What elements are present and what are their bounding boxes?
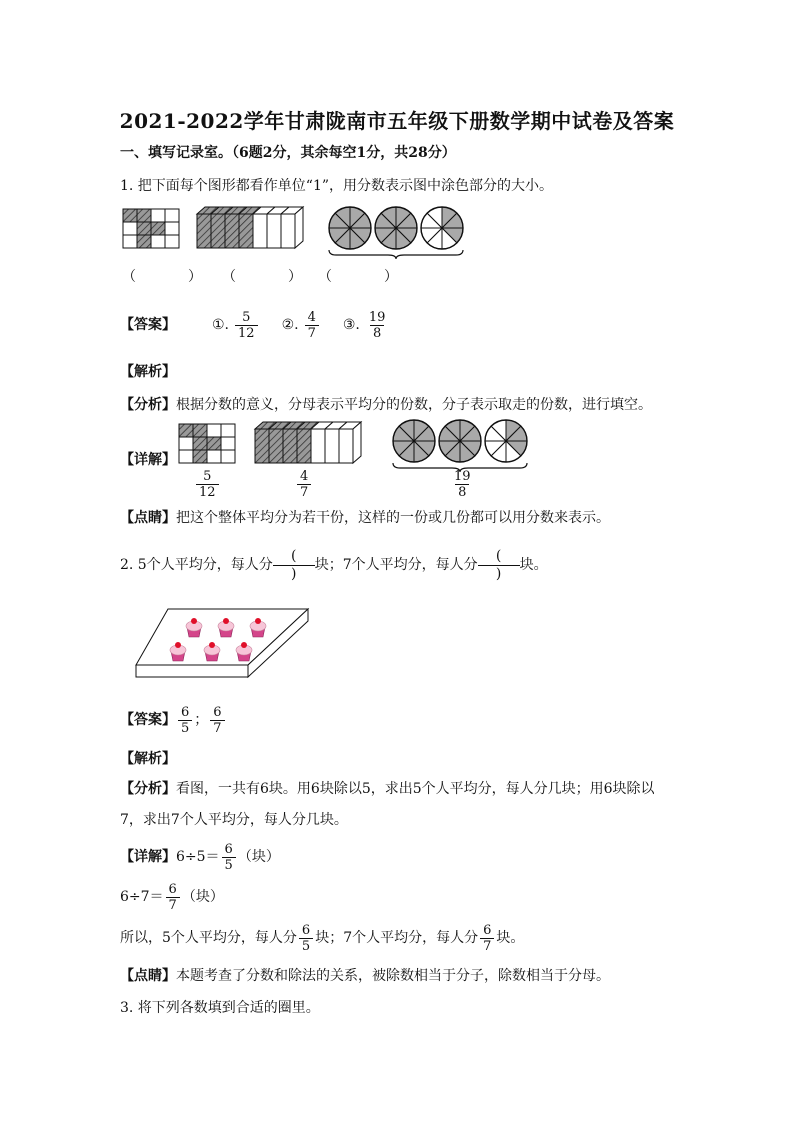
- grid-cell: [207, 450, 221, 463]
- grid-cell: [137, 235, 151, 248]
- grid-cell: [137, 222, 151, 235]
- q2-answer-fraction-1: $\frac{6}{5}$: [178, 705, 192, 736]
- prism-slab: [211, 214, 225, 248]
- grid-cell: [179, 424, 193, 437]
- grid-cell: [165, 222, 179, 235]
- prism-slab: [239, 214, 253, 248]
- q2-answer-fraction-2: $\frac{6}{7}$: [210, 705, 224, 736]
- prism-slab: [281, 214, 295, 248]
- prism-slab: [267, 214, 281, 248]
- grid-cell: [179, 450, 193, 463]
- prism-slab: [225, 214, 239, 248]
- q2-conclusion: 所以，5个人平均分，每人分 $\frac{6}{5}$ 块；7个人平均分，每人分 $\frac{6}{7}$ 块。: [120, 922, 525, 954]
- grid-cell: [151, 209, 165, 222]
- prism-slab: [269, 429, 283, 463]
- q2-blank-fraction-2: ( ): [478, 548, 520, 583]
- answer-marker-2: ②.: [281, 317, 299, 333]
- grid-cell: [207, 437, 221, 450]
- q2-answer: 【答案】 $\frac{6}{5}$ ； $\frac{6}{7}$: [120, 700, 227, 740]
- grid-cell: [193, 450, 207, 463]
- q1-detail-fraction-1: $\frac{5}{12}$: [194, 469, 221, 500]
- q1-comment: 【点睛】把这个整体平均分为若干份，这样的一份或几份都可以用分数来表示。: [120, 510, 610, 526]
- q1-detail-label: 【详解】: [120, 452, 176, 468]
- q2-comment: 【点睛】本题考查了分数和除法的关系，被除数相当于分子，除数相当于分母。: [120, 968, 610, 984]
- grid-cell: [193, 424, 207, 437]
- q1-answer: [120, 306, 390, 344]
- grid-cell: [207, 424, 221, 437]
- grid-cell: [151, 235, 165, 248]
- grid-cell: [221, 437, 235, 450]
- grid-cell: [123, 222, 137, 235]
- q2-detail-eq1: 【详解】 6÷5＝ $\frac{6}{5}$ （块）: [120, 841, 280, 873]
- grid-cell: [151, 222, 165, 235]
- prism-slab: [283, 429, 297, 463]
- prism-slab: [339, 429, 353, 463]
- q2-detail-eq2: 6÷7＝ $\frac{6}{7}$ （块）: [120, 881, 224, 913]
- q2-fenxi-line1: 【分析】看图，一共有6块。用6块除以5，求出5个人平均分，每人分几块；用6块除以: [120, 781, 655, 797]
- grid-cell: [123, 209, 137, 222]
- q1-stem: 1. 把下面每个图形都看作单位“1”，用分数表示图中涂色部分的大小。: [120, 178, 554, 194]
- q1-fenxi: 【分析】根据分数的意义，分母表示平均分的份数，分子表示取走的份数，进行填空。: [120, 397, 652, 413]
- q1-detail-prism: [254, 421, 366, 465]
- answer-marker-3: ③.: [342, 317, 360, 333]
- answer-label: 【答案】: [120, 317, 176, 333]
- q1-figure-circles: [326, 206, 466, 258]
- prism-slab: [253, 214, 267, 248]
- q1-blank-1-close: ）: [188, 269, 202, 285]
- q2-fenxi-line2: 7，求出7个人平均分，每人分几块。: [120, 812, 348, 828]
- q1-blank-3-close: ）: [384, 269, 398, 285]
- q1-detail-circles: [390, 419, 530, 471]
- prism-slab: [197, 214, 211, 248]
- answer-fraction-3: $\frac{19}{8}$: [368, 309, 386, 341]
- q2-cupcake-tray: [134, 603, 310, 683]
- grid-cell: [193, 437, 207, 450]
- grid-cell: [179, 437, 193, 450]
- grid-cell: [123, 235, 137, 248]
- prism-slab: [297, 429, 311, 463]
- q1-figure-prism: [196, 206, 308, 250]
- q2-stem: 2. 5个人平均分，每人分 ( ) 块；7个人平均分，每人分 ( ) 块。: [120, 547, 548, 582]
- q1-detail-grid: [178, 423, 238, 463]
- prism-slab: [311, 429, 325, 463]
- prism-side: [353, 422, 361, 463]
- q1-analysis-label: 【解析】: [120, 364, 176, 380]
- q1-detail-fraction-3: $\frac{19}{8}$: [454, 469, 471, 500]
- q1-blank-2-close: ）: [288, 269, 302, 285]
- q1-blank-2-open: （: [222, 269, 236, 285]
- q1-blank-1-open: （: [122, 269, 136, 285]
- q1-figure-grid: [122, 208, 182, 248]
- answer-marker-1: ①.: [212, 317, 230, 333]
- section-heading: 一、填写记录室。（6题2分，其余每空1分，共28分）: [120, 145, 456, 161]
- grid-cell: [165, 209, 179, 222]
- q3-stem: 3. 将下列各数填到合适的圈里。: [120, 1000, 320, 1016]
- brace: [329, 250, 463, 259]
- grid-cell: [165, 235, 179, 248]
- answer-fraction-1: $\frac{5}{12}$: [235, 310, 258, 341]
- grid-cell: [221, 424, 235, 437]
- prism-side: [295, 207, 303, 248]
- grid-cell: [221, 450, 235, 463]
- answer-fraction-2: $\frac{4}{7}$: [305, 310, 319, 341]
- q1-blank-3-open: （: [318, 269, 332, 285]
- page-title: 2021-2022学年甘肃陇南市五年级下册数学期中试卷及答案: [119, 109, 675, 133]
- prism-slab: [255, 429, 269, 463]
- grid-cell: [137, 209, 151, 222]
- prism-slab: [325, 429, 339, 463]
- q2-analysis-label: 【解析】: [120, 751, 176, 767]
- q1-detail-fraction-2: $\frac{4}{7}$: [295, 469, 313, 500]
- q2-blank-fraction-1: ( ): [273, 548, 315, 583]
